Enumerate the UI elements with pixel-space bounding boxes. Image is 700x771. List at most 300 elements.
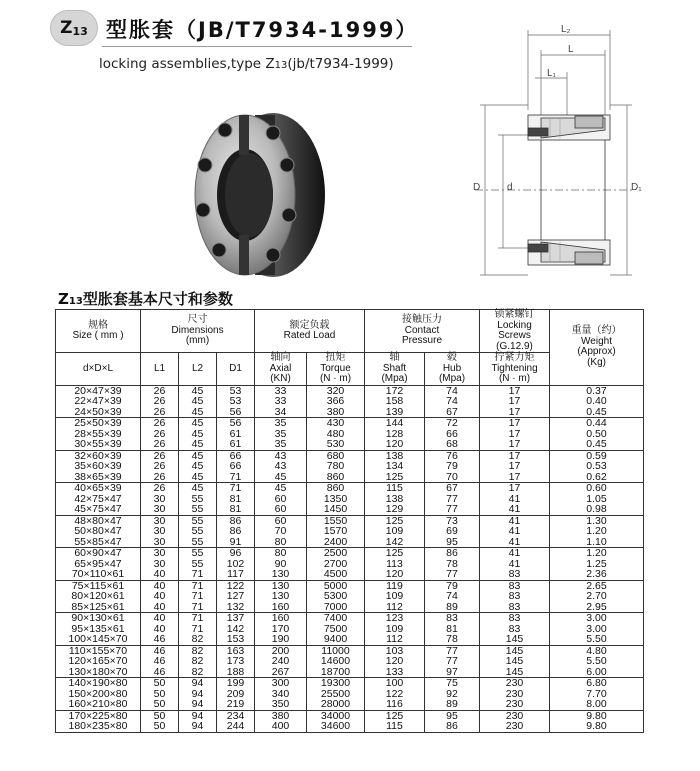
table-cell: 0.44 — [550, 418, 644, 429]
table-cell: 109 — [365, 624, 425, 635]
table-cell: 55 — [179, 548, 217, 559]
table-cell: 163 — [217, 645, 255, 656]
table-cell: 17 — [480, 450, 550, 461]
header-line: (Mpa) — [438, 373, 466, 384]
table-cell: 45 — [179, 385, 217, 396]
table-cell: 530 — [307, 439, 365, 450]
table-cell: 82 — [179, 634, 217, 645]
table-cell: 41 — [480, 559, 550, 570]
header-L1: L1 — [141, 353, 179, 386]
table-cell: 28×55×39 — [56, 429, 141, 440]
table-cell: 7400 — [307, 613, 365, 624]
table-cell: 28000 — [307, 699, 365, 710]
table-cell: 234 — [217, 710, 255, 721]
table-cell: 83 — [480, 591, 550, 602]
header-tightening — [480, 353, 550, 386]
table-cell: 77 — [425, 504, 480, 515]
table-cell: 48×80×47 — [56, 515, 141, 526]
table-cell: 2.70 — [550, 591, 644, 602]
table-cell: 94 — [179, 678, 217, 689]
table-cell: 125 — [365, 515, 425, 526]
table-cell: 480 — [307, 429, 365, 440]
header-line: (G.12.9) — [496, 340, 533, 352]
table-cell: 109 — [365, 526, 425, 537]
table-cell: 780 — [307, 461, 365, 472]
table-cell: 45 — [179, 461, 217, 472]
table-cell: 30 — [141, 515, 179, 526]
table-cell: 26 — [141, 483, 179, 494]
table-cell: 140×190×80 — [56, 678, 141, 689]
table-row — [56, 656, 644, 667]
table-cell: 35×60×39 — [56, 461, 141, 472]
table-cell: 55 — [179, 494, 217, 505]
table-cell: 173 — [217, 656, 255, 667]
header-line: (KN) — [270, 373, 291, 384]
section-title — [58, 288, 233, 309]
table-cell: 97 — [425, 667, 480, 678]
table-cell: 380 — [307, 407, 365, 418]
header-weight — [550, 310, 644, 386]
table-cell: 71 — [179, 580, 217, 591]
table-cell: 75×115×61 — [56, 580, 141, 591]
table-cell: 0.60 — [550, 483, 644, 494]
table-cell: 70 — [425, 472, 480, 483]
header-line: Axial — [269, 362, 292, 374]
table-cell: 4500 — [307, 569, 365, 580]
table-cell: 78 — [425, 559, 480, 570]
table-cell: 209 — [217, 689, 255, 700]
table-cell: 122 — [365, 689, 425, 700]
header-line: 拧紧力矩 — [494, 352, 535, 363]
header-line: Contact — [404, 324, 440, 336]
table-cell: 41 — [480, 504, 550, 515]
table-cell: 19300 — [307, 678, 365, 689]
table-cell: 240 — [255, 656, 307, 667]
table-cell: 134 — [365, 461, 425, 472]
table-cell: 0.45 — [550, 439, 644, 450]
table-cell: 80×120×61 — [56, 591, 141, 602]
table-cell: 40 — [141, 580, 179, 591]
table-row — [56, 721, 644, 732]
table-cell: 71 — [217, 472, 255, 483]
table-cell: 45 — [179, 418, 217, 429]
header-rated-load — [255, 310, 365, 353]
header-contact-pressure — [365, 310, 480, 353]
table-cell: 77 — [425, 645, 480, 656]
table-cell: 30 — [141, 494, 179, 505]
table-cell: 11000 — [307, 645, 365, 656]
table-row — [56, 569, 644, 580]
table-cell: 199 — [217, 678, 255, 689]
table-cell: 9.80 — [550, 721, 644, 732]
label-L: L — [568, 44, 574, 55]
table-cell: 90×130×61 — [56, 613, 141, 624]
table-cell: 110×155×70 — [56, 645, 141, 656]
table-cell: 92 — [425, 689, 480, 700]
table-cell: 100 — [365, 678, 425, 689]
header-line: 接触压力 — [402, 314, 442, 326]
table-cell: 45 — [179, 483, 217, 494]
table-cell: 1.20 — [550, 548, 644, 559]
table-cell: 26 — [141, 461, 179, 472]
table-row — [56, 418, 644, 429]
table-cell: 83 — [425, 613, 480, 624]
table-cell: 102 — [217, 559, 255, 570]
table-cell: 83 — [480, 569, 550, 580]
header-line: (Approx) — [577, 346, 616, 358]
table-cell: 71 — [179, 613, 217, 624]
table-cell: 7.70 — [550, 689, 644, 700]
table-cell: 129 — [365, 504, 425, 515]
table-cell: 38×65×39 — [56, 472, 141, 483]
table-cell: 45 — [179, 450, 217, 461]
table-cell: 17 — [480, 472, 550, 483]
table-row — [56, 602, 644, 613]
table-cell: 5.50 — [550, 656, 644, 667]
table-cell: 30 — [141, 526, 179, 537]
table-cell: 2500 — [307, 548, 365, 559]
table-cell: 55 — [179, 526, 217, 537]
table-cell: 125 — [365, 548, 425, 559]
table-cell: 300 — [255, 678, 307, 689]
header-line: (Kg) — [587, 356, 606, 368]
table-cell: 1550 — [307, 515, 365, 526]
table-cell: 34000 — [307, 710, 365, 721]
table-cell: 95 — [425, 537, 480, 548]
header-size — [56, 310, 141, 353]
header-line: (N · m) — [498, 373, 531, 384]
table-cell: 40×65×39 — [56, 483, 141, 494]
table-cell: 116 — [365, 699, 425, 710]
table-cell: 320 — [307, 385, 365, 396]
table-cell: 50 — [141, 678, 179, 689]
table-row — [56, 483, 644, 494]
table-cell: 89 — [425, 699, 480, 710]
table-cell: 65×95×47 — [56, 559, 141, 570]
table-cell: 138 — [365, 494, 425, 505]
table-cell: 33 — [255, 385, 307, 396]
table-cell: 132 — [217, 602, 255, 613]
table-cell: 69 — [425, 526, 480, 537]
table-cell: 142 — [217, 624, 255, 635]
table-cell: 73 — [425, 515, 480, 526]
section-title-subscript: 13 — [68, 296, 83, 307]
table-row — [56, 407, 644, 418]
table-cell: 72 — [425, 418, 480, 429]
table-cell: 8.00 — [550, 699, 644, 710]
table-cell: 50 — [141, 689, 179, 700]
table-cell: 120×165×70 — [56, 656, 141, 667]
table-cell: 120 — [365, 569, 425, 580]
table-cell: 83 — [480, 613, 550, 624]
table-cell: 83 — [480, 580, 550, 591]
table-cell: 160 — [255, 613, 307, 624]
table-cell: 244 — [217, 721, 255, 732]
table-cell: 45 — [179, 396, 217, 407]
table-cell: 366 — [307, 396, 365, 407]
table-cell: 95×135×61 — [56, 624, 141, 635]
header-line: Hub — [442, 362, 462, 374]
table-cell: 137 — [217, 613, 255, 624]
table-cell: 26 — [141, 429, 179, 440]
header-line: Torque — [320, 362, 351, 374]
table-cell: 1570 — [307, 526, 365, 537]
table-cell: 130 — [255, 580, 307, 591]
table-cell: 35 — [255, 418, 307, 429]
table-cell: 860 — [307, 483, 365, 494]
table-row — [56, 472, 644, 483]
table-cell: 680 — [307, 450, 365, 461]
table-cell: 89 — [425, 602, 480, 613]
table-cell: 200 — [255, 645, 307, 656]
table-cell: 1450 — [307, 504, 365, 515]
badge-letter: Z — [60, 18, 73, 38]
header-line: Shaft — [382, 362, 407, 374]
table-cell: 120 — [365, 656, 425, 667]
table-cell: 170 — [255, 624, 307, 635]
table-cell: 25×50×39 — [56, 418, 141, 429]
table-cell: 60 — [255, 515, 307, 526]
table-cell: 17 — [480, 429, 550, 440]
table-cell: 17 — [480, 407, 550, 418]
table-cell: 150×200×80 — [56, 689, 141, 700]
table-cell: 380 — [255, 710, 307, 721]
table-cell: 68 — [425, 439, 480, 450]
table-cell: 30 — [141, 548, 179, 559]
table-cell: 103 — [365, 645, 425, 656]
table-cell: 55 — [179, 559, 217, 570]
table-cell: 5000 — [307, 580, 365, 591]
table-cell: 91 — [217, 537, 255, 548]
table-cell: 3.00 — [550, 613, 644, 624]
table-cell: 45 — [179, 472, 217, 483]
subtitle-subscript: 13 — [274, 60, 288, 71]
table-cell: 90 — [255, 559, 307, 570]
table-cell: 0.50 — [550, 429, 644, 440]
table-cell: 122 — [217, 580, 255, 591]
title-divider — [102, 46, 412, 47]
table-cell: 45×75×47 — [56, 504, 141, 515]
table-cell: 117 — [217, 569, 255, 580]
table-cell: 71 — [179, 602, 217, 613]
table-cell: 86 — [217, 526, 255, 537]
table-cell: 60 — [255, 494, 307, 505]
table-cell: 125 — [365, 710, 425, 721]
table-cell: 78 — [425, 634, 480, 645]
product-photo — [185, 85, 330, 285]
table-cell: 133 — [365, 667, 425, 678]
table-cell: 34 — [255, 407, 307, 418]
table-cell: 17 — [480, 396, 550, 407]
table-cell: 113 — [365, 559, 425, 570]
table-cell: 71 — [179, 624, 217, 635]
table-cell: 130 — [255, 591, 307, 602]
table-cell: 230 — [480, 721, 550, 732]
header-line: 重量（约） — [571, 325, 622, 337]
table-cell: 145 — [480, 634, 550, 645]
table-cell: 0.98 — [550, 504, 644, 515]
table-cell: 83 — [480, 624, 550, 635]
header-line: 扭矩 — [325, 352, 346, 363]
table-cell: 46 — [141, 634, 179, 645]
table-cell: 25500 — [307, 689, 365, 700]
table-cell: 50 — [141, 710, 179, 721]
header-locking-screws — [480, 310, 550, 353]
table-cell: 115 — [365, 721, 425, 732]
header-line: Rated Load — [283, 330, 336, 341]
table-cell: 56 — [217, 418, 255, 429]
table-cell: 43 — [255, 461, 307, 472]
table-row — [56, 591, 644, 602]
table-cell: 17 — [480, 418, 550, 429]
table-cell: 95 — [425, 710, 480, 721]
table-cell: 30 — [141, 559, 179, 570]
table-cell: 138 — [365, 450, 425, 461]
table-cell: 94 — [179, 721, 217, 732]
table-cell: 1.10 — [550, 537, 644, 548]
table-cell: 45 — [255, 472, 307, 483]
table-cell: 219 — [217, 699, 255, 710]
table-cell: 71 — [179, 591, 217, 602]
label-L2: L₂ — [561, 24, 571, 35]
header-line: 规格 — [88, 319, 108, 331]
table-cell: 120 — [365, 439, 425, 450]
table-cell: 350 — [255, 699, 307, 710]
table-cell: 130×180×70 — [56, 667, 141, 678]
table-cell: 61 — [217, 429, 255, 440]
table-cell: 53 — [217, 385, 255, 396]
table-cell: 158 — [365, 396, 425, 407]
table-cell: 80 — [255, 537, 307, 548]
table-cell: 180×235×80 — [56, 721, 141, 732]
header-axial — [255, 353, 307, 386]
table-cell: 112 — [365, 634, 425, 645]
table-cell: 32×60×39 — [56, 450, 141, 461]
table-row — [56, 461, 644, 472]
table-cell: 77 — [425, 494, 480, 505]
table-cell: 14600 — [307, 656, 365, 667]
page-subtitle — [99, 56, 394, 72]
table-cell: 83 — [480, 602, 550, 613]
badge-number: 13 — [72, 24, 88, 38]
table-cell: 22×47×39 — [56, 396, 141, 407]
header-line: Weight — [581, 335, 612, 347]
table-cell: 17 — [480, 483, 550, 494]
table-cell: 56 — [217, 407, 255, 418]
table-cell: 230 — [480, 699, 550, 710]
table-cell: 45 — [179, 429, 217, 440]
table-cell: 2.65 — [550, 580, 644, 591]
subtitle-text: locking assemblies,type Z — [99, 56, 275, 72]
table-cell: 43 — [255, 450, 307, 461]
table-cell: 30×55×39 — [56, 439, 141, 450]
table-cell: 26 — [141, 472, 179, 483]
table-cell: 2.95 — [550, 602, 644, 613]
table-cell: 17 — [480, 439, 550, 450]
table-cell: 340 — [255, 689, 307, 700]
table-cell: 400 — [255, 721, 307, 732]
header-line: (mm) — [185, 335, 210, 347]
table-cell: 81 — [217, 504, 255, 515]
table-cell: 26 — [141, 396, 179, 407]
table-cell: 18700 — [307, 667, 365, 678]
table-cell: 45 — [179, 407, 217, 418]
table-cell: 46 — [141, 656, 179, 667]
table-cell: 50 — [141, 721, 179, 732]
table-cell: 75 — [425, 678, 480, 689]
table-cell: 128 — [365, 429, 425, 440]
table-cell: 41 — [480, 515, 550, 526]
header-dxDxL: d×D×L — [56, 353, 141, 386]
table-row — [56, 494, 644, 505]
table-cell: 5300 — [307, 591, 365, 602]
table-cell: 94 — [179, 689, 217, 700]
table-row — [56, 699, 644, 710]
table-cell: 74 — [425, 591, 480, 602]
table-cell: 9.80 — [550, 710, 644, 721]
table-cell: 0.37 — [550, 385, 644, 396]
table-cell: 0.62 — [550, 472, 644, 483]
header-line: Pressure — [402, 335, 443, 347]
table-cell: 74 — [425, 385, 480, 396]
table-cell: 230 — [480, 689, 550, 700]
table-cell: 86 — [425, 721, 480, 732]
table-cell: 40 — [141, 613, 179, 624]
table-cell: 86 — [217, 515, 255, 526]
table-cell: 170×225×80 — [56, 710, 141, 721]
header-D1: D1 — [217, 353, 255, 386]
table-cell: 125 — [365, 472, 425, 483]
table-cell: 3.00 — [550, 624, 644, 635]
table-cell: 77 — [425, 569, 480, 580]
table-cell: 0.45 — [550, 407, 644, 418]
table-cell: 94 — [179, 710, 217, 721]
table-cell: 0.53 — [550, 461, 644, 472]
section-title-letter: Z — [58, 290, 69, 308]
table-cell: 34600 — [307, 721, 365, 732]
table-row — [56, 385, 644, 396]
table-cell: 50×80×47 — [56, 526, 141, 537]
header-line: Locking — [497, 319, 532, 331]
label-D: D — [473, 182, 481, 193]
table-row — [56, 634, 644, 645]
table-cell: 145 — [480, 656, 550, 667]
page-title: 型胀套（JB/T7934-1999） — [106, 18, 419, 42]
table-cell: 2700 — [307, 559, 365, 570]
table-cell: 71 — [179, 569, 217, 580]
model-badge — [50, 10, 98, 46]
table-cell: 1.20 — [550, 526, 644, 537]
table-cell: 30 — [141, 504, 179, 515]
table-cell: 4.80 — [550, 645, 644, 656]
table-cell: 860 — [307, 472, 365, 483]
header-line: (N · m) — [319, 373, 352, 384]
table-row — [56, 450, 644, 461]
table-cell: 7500 — [307, 624, 365, 635]
table-row — [56, 526, 644, 537]
table-cell: 160 — [255, 602, 307, 613]
table-cell: 17 — [480, 385, 550, 396]
table-cell: 40 — [141, 569, 179, 580]
table-cell: 145 — [480, 645, 550, 656]
table-cell: 142 — [365, 537, 425, 548]
table-cell: 1.25 — [550, 559, 644, 570]
table-cell: 35 — [255, 429, 307, 440]
header-torque — [307, 353, 365, 386]
table-cell: 115 — [365, 483, 425, 494]
table-cell: 172 — [365, 385, 425, 396]
table-cell: 60 — [255, 504, 307, 515]
